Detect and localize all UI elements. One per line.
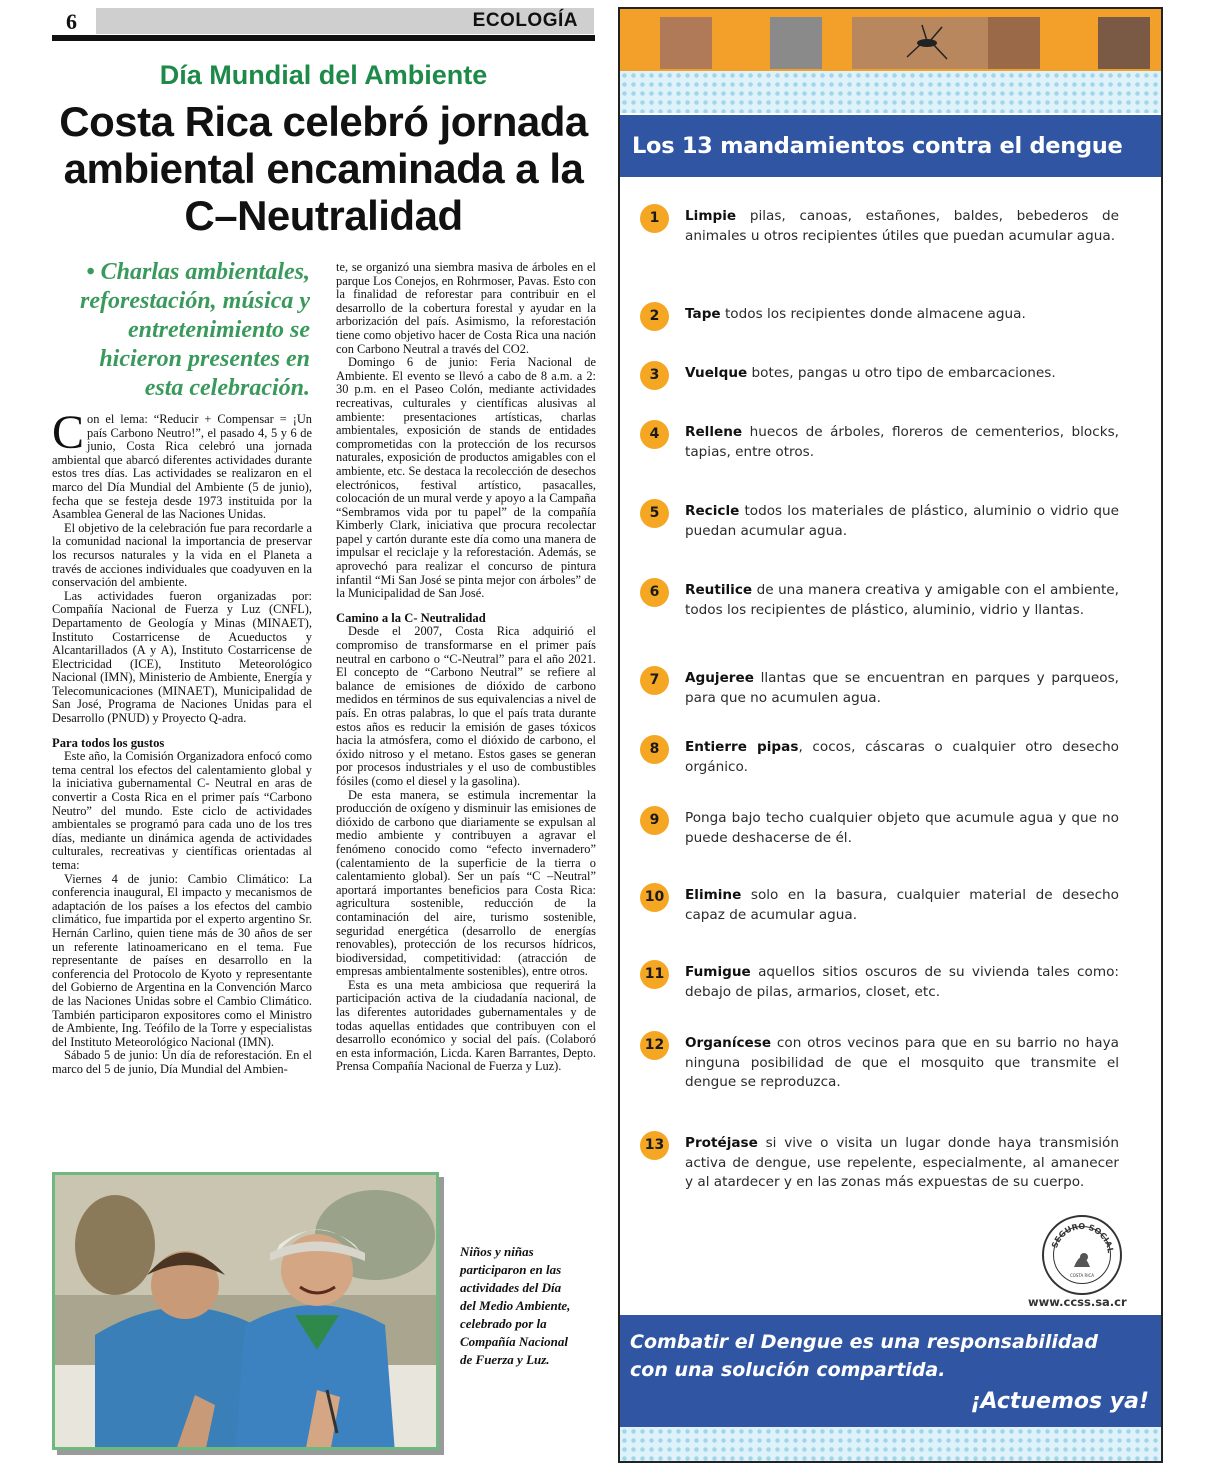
article-kicker: Día Mundial del Ambiente [159, 60, 488, 90]
svg-text:COSTA RICA: COSTA RICA [1069, 1273, 1095, 1278]
header-rule [52, 35, 595, 41]
commandment-rest: huecos de árboles, floreros de cementerios, blocks, tapias, entre otros. [685, 424, 1119, 460]
commandment-text [685, 1034, 1119, 1093]
seal-icon [1044, 1217, 1120, 1293]
commandment-rest: todos los materiales de plástico, aluminio o vidrio que puedan acumular agua. [685, 503, 1119, 539]
article-paragraph: te, se organizó una siembra masiva de árboles en el parque Los Conejos, en Rohrmoser, Pavas. Esto con la finalidad de reforestar para contribuir en el desarrollo de la cobertura forestal y ayudar en la arborización del país. Asimismo, la reforestación tiene como objetivo hacer de Costa Rica una nación con Carbono Neutral a través del CO2. [336, 260, 596, 356]
article-paragraph: Esta es una meta ambiciosa que requerirá la participación activa de la ciudadanía nacional, de las diferentes autoridades gubernamentales y de todas aquellas entidades que contribuyen con el desarrollo económico y social del país. (Colaboró en esta información, Licda. Karen Barrantes, Depto. Prensa Compañía Nacional de Fuerza y Luz). [336, 977, 596, 1074]
commandment-rest: , cocos, cáscaras o cualquier otro desecho orgánico. [685, 739, 1119, 775]
footer-line-1: Combatir el Dengue es una responsabilidad [630, 1331, 1098, 1353]
photo-strip [620, 9, 1161, 71]
mosquito-icon [852, 17, 1002, 69]
commandment-verb: Entierre pipas [685, 739, 799, 755]
article-deck: • Charlas ambientales, reforestación, música y entretenimiento se hicieron presentes en esta celebración. [80, 259, 310, 401]
commandment-verb: Protéjase [685, 1135, 758, 1151]
commandment-number-badge: 8 [640, 735, 669, 764]
subheading: Camino a la C- Neutralidad [336, 610, 486, 625]
commandment-verb: Vuelque [685, 365, 748, 381]
commandment-number-badge: 9 [640, 806, 669, 835]
article-paragraph: Sábado 5 de junio: Un día de reforestación. En el marco del 5 de junio, Día Mundial del Ambien- [52, 1048, 312, 1076]
commandment-verb: Organícese [685, 1035, 772, 1051]
commandment-number-badge: 1 [640, 204, 669, 233]
commandment-verb: Fumigue [685, 964, 751, 980]
commandment-number-badge: 13 [640, 1131, 669, 1160]
page-number: 6 [66, 9, 77, 34]
commandment-text [685, 963, 1119, 1002]
commandment-text [685, 809, 1119, 848]
paragraph-text: on el lema: “Reducir + Compensar = ¡Un país Carbono Neutro!”, el pasado 4, 5 y 6 de junio, Costa Rica celebró una jornada ambiental que abarcó diferentes actividades durante estos tres días. Las actividades se realizaron en el marco del Día Mundial del Ambiente (5 de junio), fecha que se festeja desde 1973 instituida por la Asamblea General de las Naciones Unidas. [52, 412, 312, 522]
commandment-text [685, 669, 1119, 708]
article-paragraph: Este año, la Comisión Organizadora enfocó como tema central los efectos del calentamiento global y la iniciativa gubernamental C- Neutral en aras de convertir a Costa Rica en el primer país “Carbono Neutro” del mundo. Este ciclo de actividades ambientales se programó para cada uno de los tres días, mediante un dinámica agenda de actividades culturales, recreativas y científicas orientadas al tema: [52, 749, 312, 872]
article-paragraph: Las actividades fueron organizadas por: Compañía Nacional de Fuerza y Luz (CNFL), Departamento de Geología y Minas (MINAET), Instituto Costarricense de Acueductos y Alcantarillados (A y A), Instituto Costarricense de Electricidad (ICE), Instituto Meteorológico Nacional (IMN), Ministerio de Ambiente, Energía y Telecomunicaciones (MINAET), Municipalidad de San José, Programa de Naciones Unidas para el Desarrollo (PNUD) y Proyecto Q-adra. [52, 588, 312, 726]
commandment-text [685, 207, 1119, 246]
commandment-verb: Elimine [685, 887, 742, 903]
commandment-text [685, 502, 1119, 541]
article-paragraph: Domingo 6 de junio: Feria Nacional de Ambiente. El evento se llevó a cabo de 8 a.m. a 2: 30 p.m. en el Paseo Colón, mediante actividades recreativas, culturales y científicas alusivas al ambiente: presentaciones artísticas, charlas ambientales, exposición de stands de entidades comprometidas con la protección de los recursos naturales, exposición de productos amigables con el ambiente, etc. Se destaca la recolección de desechos electrónicos, festival artístico, pasacalles, colocación de un mural verde y apoyo a la Campaña “Sembramos vida por tu papel” de la compañía Kimberly Clark, iniciativa que procura recolectar papel y cartón durante este día como una manera de impulsar el reciclaje y la reforestación. Además, se aprovechó para realizar el concurso de pintura infantil “Mi San José se pinta mejor con árboles” de la Municipalidad de San José. [336, 355, 596, 601]
mosquito-photo-thumb [852, 17, 1002, 69]
commandment-rest: pilas, canoas, estañones, baldes, bebederos de animales u otros recipientes útiles que puedan acumular agua. [685, 208, 1119, 244]
article-paragraph: El objetivo de la celebración fue para recordarle a la comunidad nacional la importancia de preservar los recursos naturales y la vida en el Planeta a través de acciones individuales que coadyuven en la conservación del ambiente. [52, 520, 312, 590]
article-column-2 [336, 261, 596, 1074]
headline-line: ambiental encaminada a la [63, 145, 584, 192]
commandment-text [685, 305, 1119, 325]
commandment-number-badge: 4 [640, 420, 669, 449]
commandment-rest: todos los recipientes donde almacene agua. [720, 306, 1026, 322]
commandment-rest: con otros vecinos para que en su barrio no haya ninguna posibilidad de que el mosquito que transmite el dengue se reproduzca. [685, 1035, 1119, 1091]
commandment-rest: si vive o visita un lugar donde haya transmisión activa de dengue, use repelente, especialmente, al amanecer y al atardecer y en las zonas más expuestas de su cuerpo. [685, 1135, 1119, 1191]
dot-pattern-bottom [620, 1427, 1161, 1463]
elderly-couple-photo-thumb [1098, 17, 1150, 69]
man-child-photo-thumb [988, 17, 1040, 69]
commandment-text [685, 886, 1119, 925]
article-headline [52, 98, 595, 239]
svg-text:SEGURO SOCIAL: SEGURO SOCIAL [1050, 1221, 1115, 1254]
commandment-number-badge: 2 [640, 302, 669, 331]
section-label: ECOLOGÍA [472, 10, 578, 31]
commandment-number-badge: 5 [640, 499, 669, 528]
article-paragraph: Desde el 2007, Costa Rica adquirió el compromiso de transformarse en el primer país neutral en carbono o “C-Neutral” para el año 2021. El concepto de “Carbono Neutral” se refiere al balance de emisiones de dióxido de carbono medidos en términos de sus equivalencias a nivel de país. En otras palabras, lo que el país trata durante estos años es reducir la emisión de gases tóxicos hacia la atmósfera, como el dióxido de carbono, el óxido nitroso y el metano. Estos gases se generan por procesos industriales y el uso de combustibles fósiles (como el diesel y la gasolina). [336, 624, 596, 788]
photo-caption: Niños y niñas participaron en las actividades del Día del Medio Ambiente, celebrado por la Compañía Nacional de Fuerza y Luz. [460, 1244, 571, 1367]
poster-title: Los 13 mandamientos contra el dengue [620, 115, 1161, 177]
commandment-verb: Rellene [685, 424, 743, 440]
headline-line: C–Neutralidad [184, 192, 463, 239]
commandment-verb: Limpie [685, 208, 737, 224]
commandment-number-badge: 12 [640, 1031, 669, 1060]
footer-call-to-action: ¡Actuemos ya! [970, 1389, 1149, 1414]
article-paragraph: Viernes 4 de junio: Cambio Climático: La conferencia inaugural, El impacto y mecanismos de adaptación de los países a los efectos del cambio climático, fue impartida por el experto argentino Sr. Hernán Carlino, quien tiene más de 30 años de ser un referente latinoamericano en el tema. Fue representante de países en desarrollo en la conferencia del Protocolo de Kyoto y representante del Gobierno de Argentina en la Convención Marco de las Naciones Unidas sobre el Cambio Climático. También participaron expositores como el Ministro de Ambiente, Ing. Teófilo de la Torre y especialistas del Instituto Meteorológico Nacional (IMN). [52, 871, 312, 1049]
commandment-text [685, 364, 1119, 384]
commandment-number-badge: 3 [640, 361, 669, 390]
commandment-rest: de una manera creativa y amigable con el ambiente, todos los recipientes de plástico, aluminio, vidrio y llantas. [685, 582, 1119, 618]
commandment-rest: aquellos sitios oscuros de su vivienda tales como: debajo de pilas, armarios, closet, etc. [685, 964, 1119, 1000]
dengue-poster [618, 7, 1163, 1463]
commandment-number-badge: 6 [640, 578, 669, 607]
commandment-rest: solo en la basura, cualquier material de desecho capaz de acumular agua. [685, 887, 1119, 923]
dot-pattern-top [620, 71, 1161, 113]
commandment-verb: Tape [685, 306, 721, 322]
commandment-text [685, 423, 1119, 462]
commandment-rest: llantas que se encuentran en parques y parqueos, para que no acumulen agua. [685, 670, 1119, 706]
commandment-verb: Recicle [685, 503, 740, 519]
article-paragraph [52, 406, 312, 522]
commandment-verb: Reutilice [685, 582, 753, 598]
commandment-verb: Agujeree [685, 670, 754, 686]
seguro-social-seal [1042, 1215, 1122, 1295]
commandment-rest: botes, pangas u otro tipo de embarcaciones. [747, 365, 1056, 381]
commandment-number-badge: 11 [640, 960, 669, 989]
dropcap: C [52, 406, 85, 459]
article-paragraph: De esta manera, se estimula incrementar la producción de oxígeno y disminuir las emisiones de dióxido de carbono que diariamente se expulsan al medio ambiente y contribuyen a agravar el fenómeno conocido como “efecto invernadero” (calentamiento de la superficie de la tierra o calentamiento global). Ser un país “C –Neutral” aportará importantes beneficios para Costa Rica: agricultura sostenible, reducción de la contaminación del aire, turismo sostenible, seguridad energética (desarrollo de energías renovables), protección de los recursos hídricos, biodiversidad, competitividad: (atracción de empresas ambientalmente sostenibles), entre otros. [336, 787, 596, 979]
commandment-text [685, 1134, 1119, 1193]
headline-line: Costa Rica celebró jornada [59, 98, 588, 145]
website-url[interactable]: www.ccss.sa.cr [1028, 1295, 1127, 1309]
commandment-number-badge: 7 [640, 666, 669, 695]
commandment-text [685, 581, 1119, 620]
children-scouts-photo [55, 1175, 439, 1450]
commandment-text [685, 738, 1119, 777]
containers-photo-thumb [770, 17, 822, 69]
article-column-1 [52, 406, 312, 1077]
article-photo [52, 1172, 439, 1450]
poster-footer [620, 1315, 1161, 1427]
commandment-number-badge: 10 [640, 883, 669, 912]
subheading: Para todos los gustos [52, 735, 165, 750]
family-photo-thumb [660, 17, 712, 69]
commandment-rest: Ponga bajo techo cualquier objeto que acumule agua y que no puede deshacerse de él. [685, 810, 1119, 846]
footer-line-2: con una solución compartida. [630, 1359, 946, 1381]
